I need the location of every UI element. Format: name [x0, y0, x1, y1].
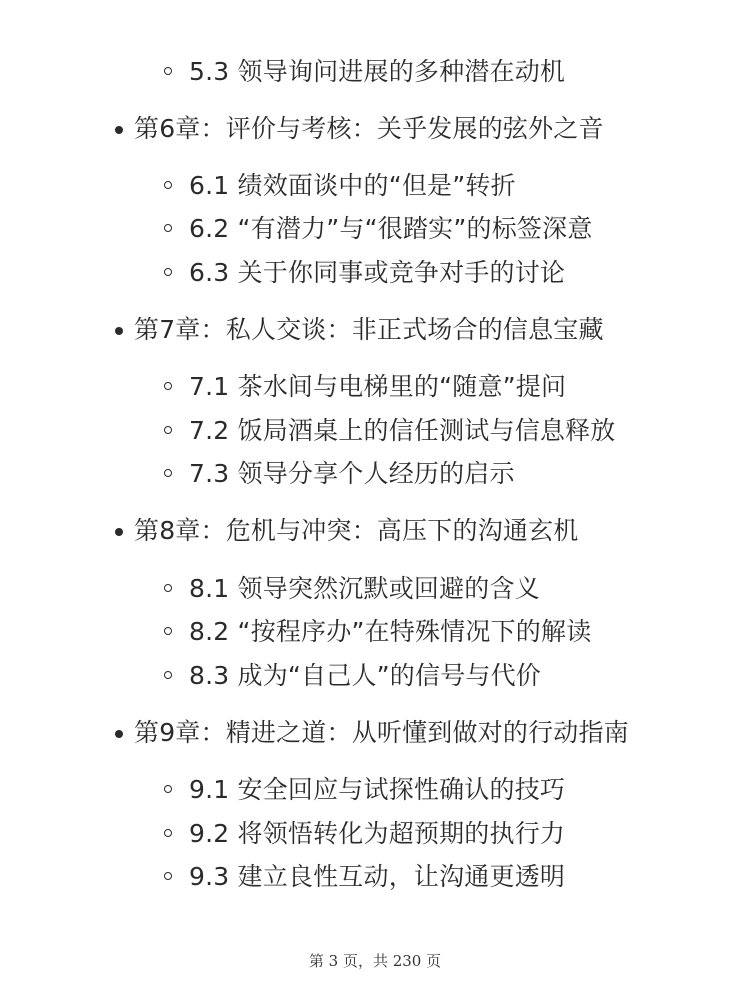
- outline-section-8-1: [189, 572, 540, 606]
- outline-text: 第6章：评价与考核：关乎发展的弦外之音: [134, 114, 604, 143]
- outline-text: 第9章：精进之道：从听懂到做对的行动指南: [134, 718, 629, 747]
- outline-text: 8.2 “按程序办”在特殊情况下的解读: [189, 617, 592, 646]
- outline-section-6-2: [189, 212, 593, 246]
- outline-section-9-1: [189, 773, 565, 807]
- hollow-bullet-icon: [164, 872, 172, 880]
- filled-bullet-icon: [115, 126, 123, 134]
- hollow-bullet-icon: [164, 382, 172, 390]
- hollow-bullet-icon: [164, 181, 172, 189]
- outline-section-7-3: [189, 457, 515, 491]
- outline-section-8-3: [189, 659, 541, 693]
- outline-text: 第8章：危机与冲突：高压下的沟通玄机: [134, 516, 579, 545]
- outline-text: 8.3 成为“自己人”的信号与代价: [189, 661, 542, 690]
- outline-section-7-2: [189, 414, 616, 448]
- hollow-bullet-icon: [164, 224, 172, 232]
- outline-section-5-3: [189, 55, 565, 89]
- filled-bullet-icon: [115, 528, 123, 536]
- outline-text: 5.3 领导询问进展的多种潜在动机: [189, 57, 566, 86]
- outline-section-7-1: [189, 370, 566, 404]
- hollow-bullet-icon: [164, 829, 172, 837]
- outline-section-9-2: [189, 817, 565, 851]
- outline-section-9-3: [189, 860, 565, 894]
- outline-text: 7.1 茶水间与电梯里的“随意”提问: [189, 372, 567, 401]
- hollow-bullet-icon: [164, 584, 172, 592]
- outline-chapter-8: [134, 514, 579, 548]
- filled-bullet-icon: [115, 327, 123, 335]
- outline-section-6-1: [189, 169, 516, 203]
- outline-section-8-2: [189, 615, 591, 649]
- outline-text: 第7章：私人交谈：非正式场合的信息宝藏: [134, 315, 604, 344]
- hollow-bullet-icon: [164, 426, 172, 434]
- filled-bullet-icon: [115, 730, 123, 738]
- outline-text: 7.2 饭局酒桌上的信任测试与信息释放: [189, 416, 616, 445]
- outline-text: 9.3 建立良性互动，让沟通更透明: [189, 862, 566, 891]
- hollow-bullet-icon: [164, 469, 172, 477]
- page-number-footer: 第 3 页，共 230 页: [308, 952, 442, 970]
- outline-section-6-3: [189, 256, 565, 290]
- outline-text: 6.3 关于你同事或竞争对手的讨论: [189, 258, 566, 287]
- outline-chapter-6: [134, 112, 604, 146]
- outline-chapter-7: [134, 313, 604, 347]
- outline-text: 6.2 “有潜力”与“很踏实”的标签深意: [189, 214, 593, 243]
- outline-text: 9.2 将领悟转化为超预期的执行力: [189, 819, 566, 848]
- outline-text: 7.3 领导分享个人经历的启示: [189, 459, 515, 488]
- outline-text: 6.1 绩效面谈中的“但是”转折: [189, 171, 516, 200]
- hollow-bullet-icon: [164, 785, 172, 793]
- hollow-bullet-icon: [164, 627, 172, 635]
- outline-chapter-9: [134, 716, 629, 750]
- outline-text: 9.1 安全回应与试探性确认的技巧: [189, 775, 566, 804]
- hollow-bullet-icon: [164, 671, 172, 679]
- outline-text: 8.1 领导突然沉默或回避的含义: [189, 574, 540, 603]
- hollow-bullet-icon: [164, 67, 172, 75]
- hollow-bullet-icon: [164, 268, 172, 276]
